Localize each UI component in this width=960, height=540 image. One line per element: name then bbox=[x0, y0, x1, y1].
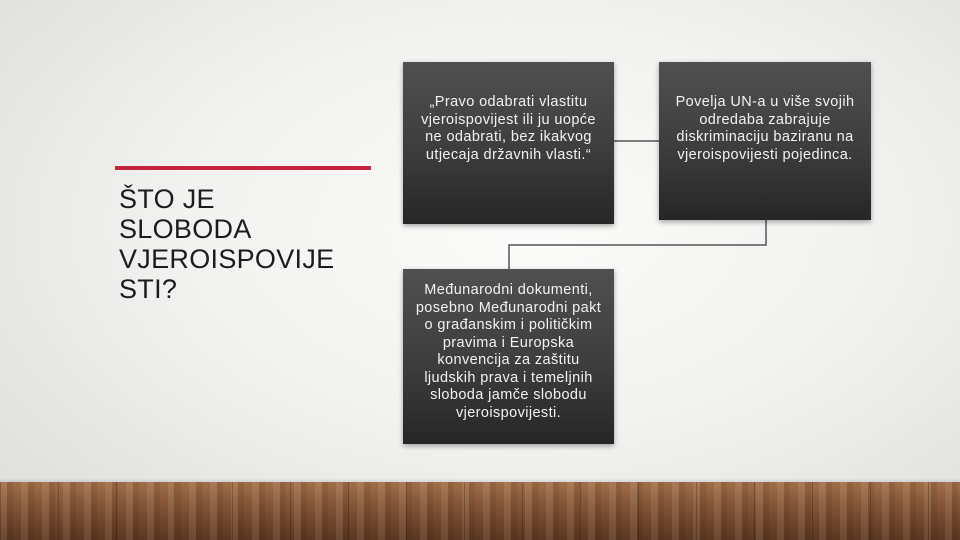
diagram-box-un-charter: Povelja UN-a u više svojih odredaba zabrajuje diskriminaciju baziranu na vjeroispovijesti pojedinca. bbox=[659, 62, 871, 220]
title-accent-line bbox=[115, 166, 371, 170]
diagram-box-international-documents: Međunarodni dokumenti, posebno Međunarodni pakt o građanskim i političkim pravima i Europska konvencija za zaštitu ljudskih prava i temeljnih sloboda jamče slobodu vjeroispovijesti. bbox=[403, 269, 614, 444]
slide-title: ŠTO JE SLOBODA VJEROISPOVIJE STI? bbox=[119, 184, 335, 304]
wooden-floor bbox=[0, 482, 960, 540]
diagram-box-quote: „Pravo odabrati vlastitu vjeroispovijest ili ju uopće ne odabrati, bez ikakvog utjecaja državnih vlasti.“ bbox=[403, 62, 614, 224]
